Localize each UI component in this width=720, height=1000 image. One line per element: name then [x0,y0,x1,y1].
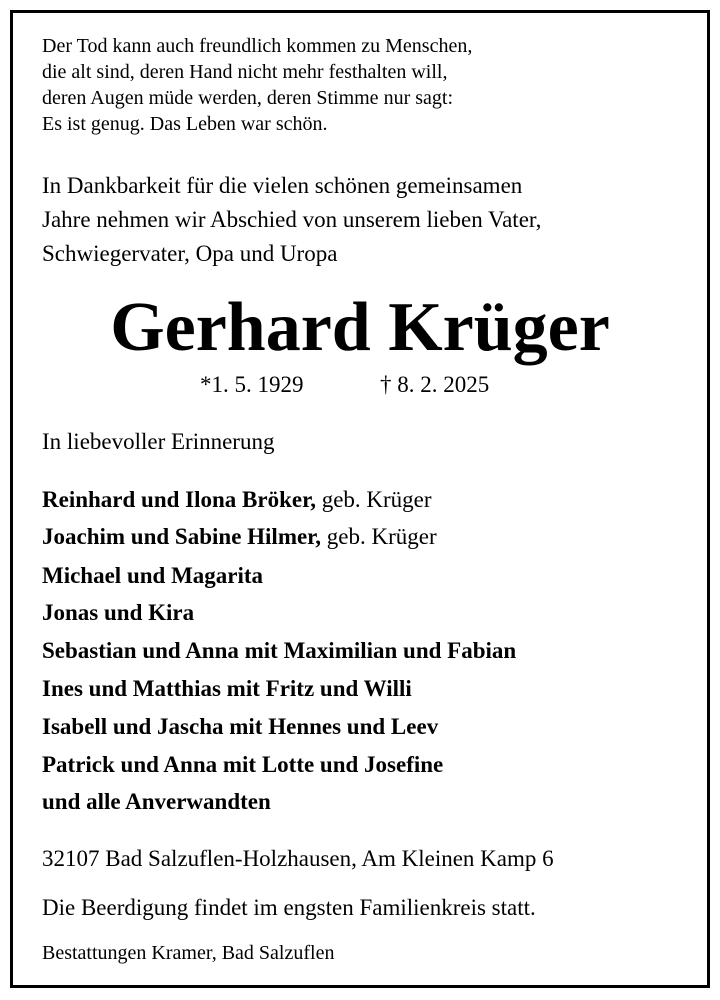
mourner-suffix: geb. Krüger [315,487,432,512]
poem-line: Es ist genug. Das Leben war schön. [42,113,328,135]
remembrance-text: In liebevoller Erinnerung [42,429,275,454]
intro-line: In Dankbarkeit für die vielen schönen gemeinsamen [42,173,523,198]
mourner-line: Ines und Matthias mit Fritz und Willi [42,676,412,701]
address-text: 32107 Bad Salzuflen-Holzhausen, Am Kleinen Kamp 6 [42,846,554,871]
mourner-line: Jonas und Kira [42,600,195,625]
birth-date: *1. 5. 1929 [200,372,304,397]
deceased-name: Gerhard Krüger [110,289,610,366]
mourner-line: Sebastian und Anna mit Maximilian und Fabian [42,638,517,663]
mourner-line: Isabell und Jascha mit Hennes und Leev [42,714,439,739]
death-date: † 8. 2. 2025 [380,372,490,397]
mourner-line [42,522,437,552]
mourner-line: und alle Anverwandten [42,789,271,814]
poem-line: die alt sind, deren Hand nicht mehr festhalten will, [42,61,448,83]
mourner-suffix: geb. Krüger [321,524,437,549]
mourner-line: Michael und Magarita [42,563,264,588]
poem-line: deren Augen müde werden, deren Stimme nur sagt: [42,87,453,109]
funeral-note: Die Beerdigung findet im engsten Familienkreis statt. [42,895,536,920]
poem-line: Der Tod kann auch freundlich kommen zu Menschen, [42,35,473,57]
intro-line: Schwiegervater, Opa und Uropa [42,241,338,266]
undertaker-text: Bestattungen Kramer, Bad Salzuflen [42,942,335,964]
intro-line: Jahre nehmen wir Abschied von unserem lieben Vater, [42,207,542,232]
mourner-name: Reinhard und Ilona Bröker, [42,487,316,512]
mourner-line [42,485,432,515]
mourner-line: Patrick und Anna mit Lotte und Josefine [42,752,444,777]
mourner-name: Joachim und Sabine Hilmer, [42,524,322,549]
